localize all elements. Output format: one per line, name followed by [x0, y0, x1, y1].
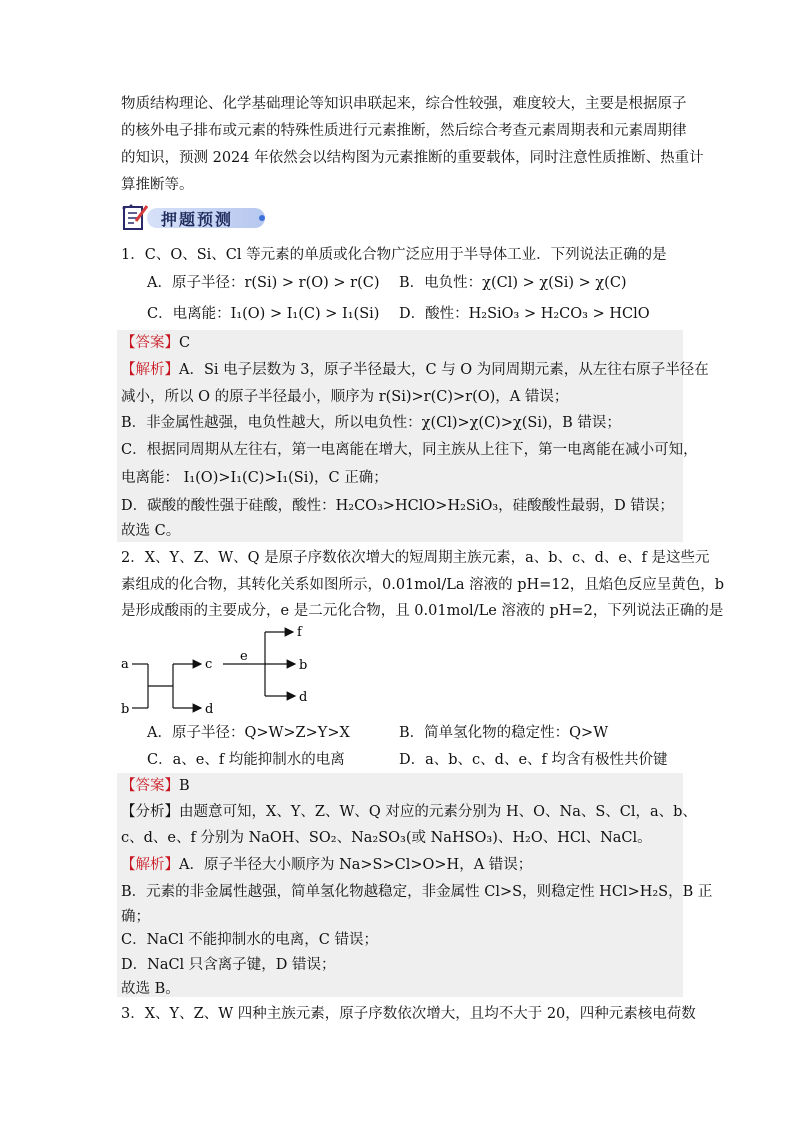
q1-analysis-tag: 【解析】: [121, 362, 179, 378]
diagram-label-b-product: b: [299, 658, 308, 673]
q2-answer-value: B: [179, 778, 190, 794]
notepad-pencil-icon: [121, 203, 151, 231]
q2-option-c: C．a、e、f 均能抑制水的电离: [147, 752, 345, 768]
conversion-diagram: [115, 622, 335, 718]
section-header: [121, 203, 265, 231]
q2-fenxi-line-1: [121, 802, 697, 822]
q1-analysis-line-5: 电离能： I₁(O)>I₁(C)>I₁(Si)，C 正确；: [121, 470, 388, 486]
q2-answer: [121, 776, 190, 796]
q2-fenxi-tag: 【分析】: [121, 804, 179, 820]
q1-option-a: A．原子半径：r(Si) > r(O) > r(C): [147, 275, 380, 291]
diagram-label-c: c: [205, 657, 213, 672]
q1-analysis-line-7: 故选 C。: [121, 523, 181, 539]
q2-stem-line-1: 2．X、Y、Z、W、Q 是原子序数依次增大的短周期主族元素，a、b、c、d、e、f 是这些元: [121, 550, 710, 566]
q1-answer: [121, 333, 190, 353]
q2-analysis-line-3: 确；: [121, 909, 150, 925]
q1-answer-tag: 【答案】: [121, 335, 179, 351]
intro-line-2: 的核外电子排布或元素的特殊性质进行元素推断，然后综合考查元素周期表和元素周期律: [121, 123, 687, 139]
diagram-right-arrows: [223, 632, 295, 696]
q2-analysis-tag: 【解析】: [121, 857, 179, 873]
q2-analysis-line-1: [121, 855, 532, 875]
diagram-label-d: d: [205, 702, 214, 717]
intro-line-1: 物质结构理论、化学基础理论等知识串联起来，综合性较强，难度较大，主要是根据原子: [121, 96, 687, 112]
q1-analysis-line-3: B．非金属性越强，电负性越大，所以电负性：χ(Cl)>χ(C)>χ(Si)，B 错误；: [121, 415, 621, 431]
diagram-label-a: a: [121, 657, 129, 672]
q2-analysis-line-2: B．元素的非金属性越强，简单氢化物越稳定，非金属性 Cl>S，则稳定性 HCl>H₂S，B 正: [121, 884, 713, 900]
q2-option-b: B．简单氢化物的稳定性：Q>W: [399, 725, 609, 741]
q1-analysis-line-4: C．根据同周期从左往右，第一电离能在增大，同主族从上往下，第一电离能在减小可知，: [121, 442, 698, 458]
q2-fenxi-line-2: c、d、e、f 分别为 NaOH、SO₂、Na₂SO₃(或 NaHSO₃)、H₂O、HCl、NaCl。: [121, 830, 652, 846]
q2-analysis-text-1: A．原子半径大小顺序为 Na>S>Cl>O>H，A 错误；: [179, 857, 533, 873]
diagram-label-f: f: [297, 625, 302, 640]
q1-analysis-text-1: A．Si 电子层数为 3，原子半径最大，C 与 O 为同周期元素，从左往右原子半径在: [179, 362, 709, 378]
q2-answer-tag: 【答案】: [121, 778, 179, 794]
q1-analysis-line-2: 减小，所以 O 的原子半径最小，顺序为 r(Si)>r(C)>r(O)，A 错误；: [121, 389, 569, 405]
q1-option-d: D．酸性：H₂SiO₃ > H₂CO₃ > HClO: [399, 306, 650, 322]
q1-answer-value: C: [179, 335, 191, 351]
q2-analysis-line-6: 故选 B。: [121, 981, 180, 997]
q2-analysis-line-5: D．NaCl 只含离子键，D 错误；: [121, 957, 336, 973]
q1-stem: 1．C、O、Si、Cl 等元素的单质或化合物广泛应用于半导体工业．下列说法正确的是: [121, 247, 667, 263]
q2-option-a: A．原子半径：Q>W>Z>Y>X: [147, 725, 350, 741]
q2-stem-line-3: 是形成酸雨的主要成分，e 是二元化合物，且 0.01mol/Le 溶液的 pH=2，下列说法正确的是: [121, 603, 724, 619]
q2-option-d: D．a、b、c、d、e、f 均含有极性共价键: [399, 752, 668, 768]
diagram-label-b: b: [121, 702, 130, 717]
q1-analysis-line-1: [121, 360, 709, 380]
section-header-dot: [259, 215, 265, 221]
intro-line-3: 的知识，预测 2024 年依然会以结构图为元素推断的重要载体，同时注意性质推断、热重计: [121, 150, 704, 166]
diagram-label-d-product: d: [299, 690, 308, 705]
q1-analysis-line-6: D．碳酸的酸性强于硅酸，酸性：H₂CO₃>HClO>H₂SiO₃，硅酸酸性最弱，D 错误；: [121, 498, 674, 514]
intro-line-4: 算推断等。: [121, 177, 194, 193]
q3-stem: 3．X、Y、Z、W 四种主族元素，原子序数依次增大，且均不大于 20，四种元素核电荷数: [121, 1006, 696, 1022]
q2-stem-line-2: 素组成的化合物，其转化关系如图所示，0.01mol/La 溶液的 pH=12，且焰色反应呈黄色，b: [121, 577, 725, 593]
q1-option-b: B．电负性：χ(Cl) > χ(Si) > χ(C): [399, 275, 627, 291]
diagram-label-e: e: [240, 649, 248, 664]
q1-option-c: C．电离能：I₁(O) > I₁(C) > I₁(Si): [147, 306, 380, 322]
diagram-left-bracket: [132, 664, 201, 708]
section-header-label: 押题预测: [161, 210, 234, 229]
q2-analysis-line-4: C．NaCl 不能抑制水的电离，C 错误；: [121, 932, 378, 948]
q2-fenxi-text-1: 由题意可知，X、Y、Z、W、Q 对应的元素分别为 H、O、Na、S、Cl，a、b、: [179, 804, 697, 820]
